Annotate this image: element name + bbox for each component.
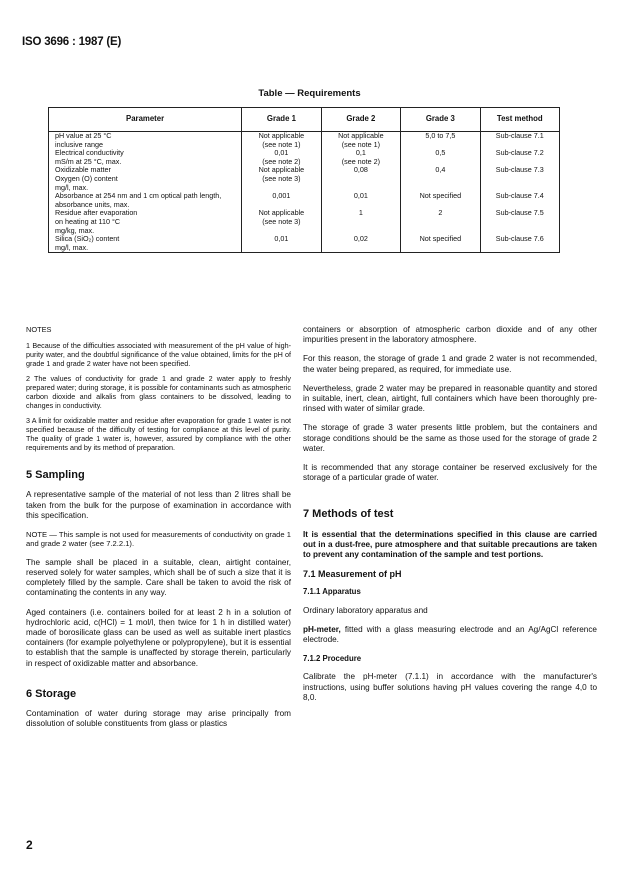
sampling-heading: 5 Sampling [26, 469, 85, 482]
header-grade-1: Grade 1 [242, 108, 321, 132]
header-grade-3: Grade 3 [401, 108, 480, 132]
cell-method: Sub-clause 7.4 [480, 192, 559, 209]
apparatus-paragraph-1: Ordinary laboratory apparatus and [303, 605, 428, 615]
cell-g2 [321, 149, 400, 166]
cell-g2 [321, 132, 400, 150]
table-title: Table — Requirements [258, 88, 361, 99]
note-3: 3 A limit for oxidizable matter and residue after evaporation for grade 1 water is not specified because of the difficulty of testing for compliance at this level of purity. The quality of grade 1 water is, however, assured by compliance with the other requirements and by its method of preparation. [26, 416, 291, 453]
table-body [49, 132, 560, 253]
cell-line: Not applicable [338, 131, 384, 140]
cell-line: (see note 1) [262, 139, 301, 149]
cell-param [49, 166, 242, 192]
apparatus-heading: 7.1.1 Apparatus [303, 587, 361, 597]
page-number: 2 [26, 838, 33, 852]
cell-param [49, 192, 242, 209]
cell-line: (see note 2) [341, 156, 381, 166]
cell-line: Oxygen (O) content [55, 173, 118, 183]
requirements-table [48, 107, 560, 253]
procedure-heading: 7.1.2 Procedure [303, 654, 362, 664]
cell-param [49, 132, 242, 150]
cell-g2 [321, 209, 400, 235]
ph-meter-term: pH-meter, [303, 624, 341, 634]
storage-paragraph-2: For this reason, the storage of grade 1 and grade 2 water is not recommended, the water being prepared, as required, for immediate use. [303, 354, 597, 374]
cell-line: Not applicable [258, 165, 305, 175]
cell-line: inclusive range [55, 139, 103, 149]
cell-line: 1 [358, 208, 363, 218]
cell-g2 [321, 166, 400, 192]
cell-g3 [401, 235, 480, 253]
cell-line: absorbance units, max. [55, 199, 130, 209]
cell-param [49, 149, 242, 166]
cell-g1 [242, 132, 321, 150]
cell-line: Absorbance at 254 nm and 1 cm optical path length, [55, 191, 222, 201]
cell-g1 [242, 166, 321, 192]
cell-line: 2 [438, 208, 443, 218]
notes-heading: NOTES [26, 325, 52, 334]
sampling-note: NOTE — This sample is not used for measurements of conductivity on grade 1 and grade 2 water (see 7.2.2.1). [26, 530, 291, 549]
note-2: 2 The values of conductivity for grade 1 and grade 2 water apply to freshly prepared water; during storage, it is possible for contaminants such as atmospheric carbon dioxide and alkalis from glass containers to be dissolved, leading to changes in conductivity. [26, 374, 291, 411]
storage-heading: 6 Storage [26, 687, 77, 700]
sampling-paragraph-1: A representative sample of the material of not less than 2 litres shall be taken from the bulk for the purpose of examination in accordance with this specification. [26, 490, 291, 520]
table-row [49, 132, 560, 150]
storage-paragraph-1-continued: containers or absorption of atmospheric carbon dioxide and of any other impurities present in the laboratory atmosphere. [303, 325, 597, 345]
cell-g2 [321, 192, 400, 209]
cell-g2 [321, 235, 400, 253]
header-test-method: Test method [480, 108, 559, 132]
cell-g1 [242, 192, 321, 209]
left-column [26, 325, 291, 738]
cell-method: Sub-clause 7.3 [480, 166, 559, 192]
cell-line: 5,0 to 7,5 [425, 131, 456, 140]
cell-line: 0,02 [353, 234, 368, 244]
cell-g1 [242, 235, 321, 253]
cell-method: Sub-clause 7.6 [480, 235, 559, 253]
measurement-ph-heading: 7.1 Measurement of pH [303, 569, 402, 580]
cell-g3 [401, 166, 480, 192]
cell-g1 [242, 209, 321, 235]
storage-paragraph-1: Contamination of water during storage may arise principally from dissolution of soluble constituents from glass or plastics [26, 709, 291, 729]
cell-line: mg/l, max. [55, 242, 89, 252]
table-row [49, 192, 560, 209]
document-header: ISO 3696 : 1987 (E) [22, 36, 122, 48]
cell-line: 0,01 [274, 148, 289, 158]
cell-g3 [401, 192, 480, 209]
storage-paragraph-3: Nevertheless, grade 2 water may be prepared in reasonable quantity and stored in suitable, inert, clean, airtight, full containers which have been thoroughly pre-rinsed with water of similar grade. [303, 383, 597, 414]
cell-param [49, 209, 242, 235]
methods-heading: 7 Methods of test [303, 508, 394, 521]
cell-method: Sub-clause 7.5 [480, 209, 559, 235]
cell-line: pH value at 25 °C [55, 131, 112, 140]
sampling-paragraph-2: The sample shall be placed in a suitable, clean, airtight container, reserved solely for water samples, which shall be of such a size that it is completely filled by the sample. Care shall be taken to avoid the risk of contaminating the contents in any way. [26, 557, 291, 598]
table-row [49, 166, 560, 192]
cell-method: Sub-clause 7.2 [480, 149, 559, 166]
right-column [303, 325, 597, 712]
cell-line: Not specified [419, 191, 462, 201]
sampling-paragraph-3: Aged containers (i.e. containers boiled for at least 2 h in a solution of hydrochloric acid, c(HCl) = 1 mol/l, then twice for 1 h in distilled water) made of borosilicate glass can be used as well as suitable inert plastics containers (for example polyethylene or polypropylene), but it is essential to establish that the sample is unaffected by storage therein, particularly in respect of oxidizable matter and absorbance. [26, 607, 291, 668]
storage-paragraph-5: It is recommended that any storage container be reserved exclusively for the storage of a particular grade of water. [303, 463, 597, 483]
cell-line: on heating at 110 °C [55, 216, 121, 226]
cell-line: mS/m at 25 °C, max. [55, 156, 122, 166]
cell-line: 0,5 [435, 148, 446, 158]
cell-line: (see note 2) [262, 156, 301, 166]
cell-line: (see note 1) [341, 139, 381, 149]
table-row [49, 235, 560, 253]
procedure-paragraph: Calibrate the pH-meter (7.1.1) in accordance with the manufacturer's instructions, using buffer solutions having pH values covering the range 4,0 to 8,0. [303, 672, 597, 702]
cell-line: Silica (SiO₂) content [55, 234, 120, 244]
cell-param [49, 235, 242, 253]
table-header-row [49, 108, 560, 132]
apparatus-paragraph-2 [303, 625, 597, 645]
cell-line: Electrical conductivity [55, 148, 124, 158]
cell-line: (see note 3) [262, 216, 301, 226]
cell-g3 [401, 149, 480, 166]
cell-line: 0,08 [353, 165, 368, 175]
cell-g1 [242, 149, 321, 166]
table-row [49, 209, 560, 235]
cell-line: 0,01 [353, 191, 368, 201]
cell-line: (see note 3) [262, 173, 301, 183]
cell-line: Residue after evaporation [55, 208, 138, 218]
cell-g3 [401, 132, 480, 150]
cell-line: 0,4 [435, 165, 446, 175]
storage-paragraph-4: The storage of grade 3 water presents little problem, but the containers and storage conditions should be the same as those used for the storage of grade 2 water. [303, 423, 597, 453]
cell-line: 0,001 [272, 191, 291, 201]
cell-line: Not applicable [258, 208, 305, 218]
cell-line: 0,1 [355, 148, 366, 158]
header-parameter: Parameter [49, 108, 242, 132]
ph-meter-description: fitted with a glass measuring electrode and an Ag/AgCl reference electrode. [303, 624, 597, 645]
cell-line: Not applicable [258, 131, 305, 140]
cell-line: 0,01 [274, 234, 289, 244]
header-grade-2: Grade 2 [321, 108, 400, 132]
methods-intro: It is essential that the determinations specified in this clause are carried out in a dust-free, pure atmosphere and that suitable precautions are taken to prevent any contamination of the sample and test portions. [303, 529, 597, 560]
table-row [49, 149, 560, 166]
cell-method: Sub-clause 7.1 [480, 132, 559, 150]
note-1: 1 Because of the difficulties associated with measurement of the pH value of high-purity water, and the doubtful significance of the value obtained, limits for the pH of grade 1 and grade 2 water have not been specified. [26, 341, 291, 369]
cell-line: Oxidizable matter [55, 165, 111, 175]
cell-line: mg/kg, max. [55, 225, 95, 235]
cell-line: Not specified [419, 234, 462, 244]
cell-g3 [401, 209, 480, 235]
cell-line: mg/l, max. [55, 182, 89, 192]
